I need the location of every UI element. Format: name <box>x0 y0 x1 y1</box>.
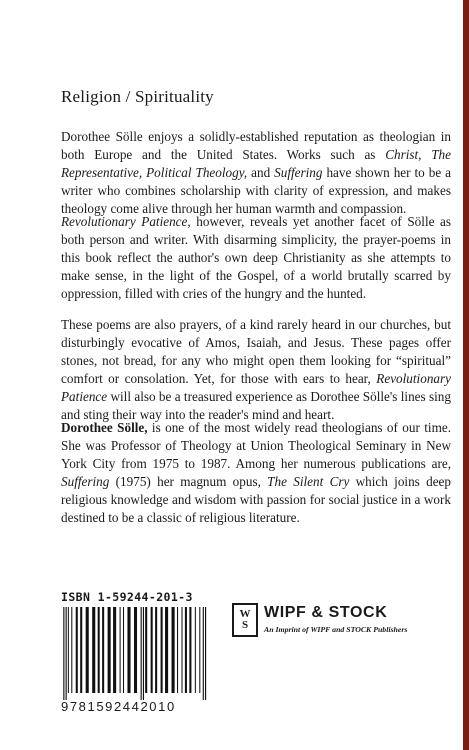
publisher-subtitle: An Imprint of WIPF and STOCK Publishers <box>264 625 408 634</box>
p4-title-2: The Silent Cry <box>267 474 350 489</box>
barcode-bar <box>80 607 82 693</box>
p4-text-c: which joins deep religious knowledge and wisdom with passion for social justice in a work destined to be a classic of religious literature. <box>61 474 451 525</box>
barcode-bar <box>145 607 147 693</box>
barcode-bar <box>120 607 121 693</box>
barcode-bar <box>185 607 187 693</box>
barcode-bar <box>98 607 100 693</box>
publisher-logo <box>232 603 258 637</box>
description-paragraph-3 <box>61 316 451 424</box>
author-bio-paragraph <box>61 419 451 527</box>
barcode-bar <box>189 607 191 693</box>
author-name: Dorothee Sölle, <box>61 420 148 435</box>
barcode-bar <box>86 607 89 693</box>
isbn-label: ISBN 1-59244-201-3 <box>61 590 193 604</box>
barcode-image <box>61 607 209 700</box>
barcode-bar <box>113 607 116 693</box>
description-paragraph-1 <box>61 128 451 218</box>
barcode-bar <box>172 607 175 693</box>
publisher-name: WIPF & STOCK <box>264 604 388 621</box>
p3-title-1: Revolutionary Patience <box>61 371 451 404</box>
barcode-bar <box>63 607 64 700</box>
barcode-bar <box>181 607 182 693</box>
barcode-bar <box>205 607 206 700</box>
barcode-bar <box>71 607 72 693</box>
p2-text-a: , however, reveals yet another facet of Sölle as both person and writer. With disarming simplicity, the prayer-poems in this book reflect the author's own deep Christianity as she attempts to make sense, in the light of the Gospel, of a world brutally scarred by oppression, filled with cries of the hungry and the hunted. <box>61 214 451 301</box>
barcode-bar <box>177 607 178 693</box>
barcode-bar <box>92 607 95 693</box>
p4-title-1: Suffering <box>61 474 110 489</box>
barcode-bar <box>151 607 153 693</box>
barcode-bar <box>108 607 111 693</box>
p1-text-c: have shown her to be a writer who combines scholarship with clarity of expression, and makes theology come alive through her human warmth and compassion. <box>61 165 451 216</box>
barcode-bar <box>66 607 67 700</box>
p1-title-1: Christ, The Representative, Political Theology, <box>61 147 452 180</box>
barcode-bar <box>161 607 163 693</box>
p1-text-a: Dorothee Sölle enjoys a solidly-established reputation as theologian in both Europe and the United States. Works such as <box>61 129 451 162</box>
p3-text-a: These poems are also prayers, of a kind rarely heard in our churches, but disturbingly evocative of Amos, Isaiah, and Jesus. These pages offer stones, not bread, for any who might open them looking for “spiritual” comfort or consolation. Yet, for those with ears to hear, <box>61 317 451 386</box>
barcode-bar <box>134 607 137 693</box>
barcode-bar <box>141 607 142 700</box>
description-paragraph-2 <box>61 213 451 303</box>
barcode-bar <box>155 607 157 693</box>
p3-text-b: will also be a treasured experience as Dorothee Sölle's lines sing and sting their way into the reader's mind and heart. <box>61 389 451 422</box>
p1-text-b: and <box>247 165 275 180</box>
barcode-bar <box>102 607 104 693</box>
category-heading: Religion / Spirituality <box>61 87 214 106</box>
spine-edge-strip <box>463 0 469 750</box>
barcode-bar <box>143 607 144 700</box>
barcode-bar <box>68 607 69 693</box>
p1-title-2: Suffering <box>274 165 323 180</box>
barcode-bar <box>195 607 196 693</box>
logo-letter-w: W <box>239 608 251 620</box>
barcode-bar <box>76 607 78 693</box>
publisher-block <box>232 603 452 639</box>
logo-letter-s: S <box>241 619 249 631</box>
barcode-bar <box>199 607 200 693</box>
barcode-number: 9781592442010 <box>61 699 176 714</box>
barcode-bar <box>165 607 168 693</box>
barcode-bar <box>123 607 124 693</box>
p4-text-b: (1975) her magnum opus, <box>109 474 268 489</box>
p2-title-1: Revolutionary Patience <box>61 214 188 229</box>
barcode-bar <box>127 607 130 693</box>
barcode-bar <box>203 607 204 700</box>
p4-text-a: is one of the most widely read theologians of our time. She was Professor of Theology at Union Theological Seminary in New York City from 1975 to 1987. Among her numerous publications are, <box>61 420 451 471</box>
